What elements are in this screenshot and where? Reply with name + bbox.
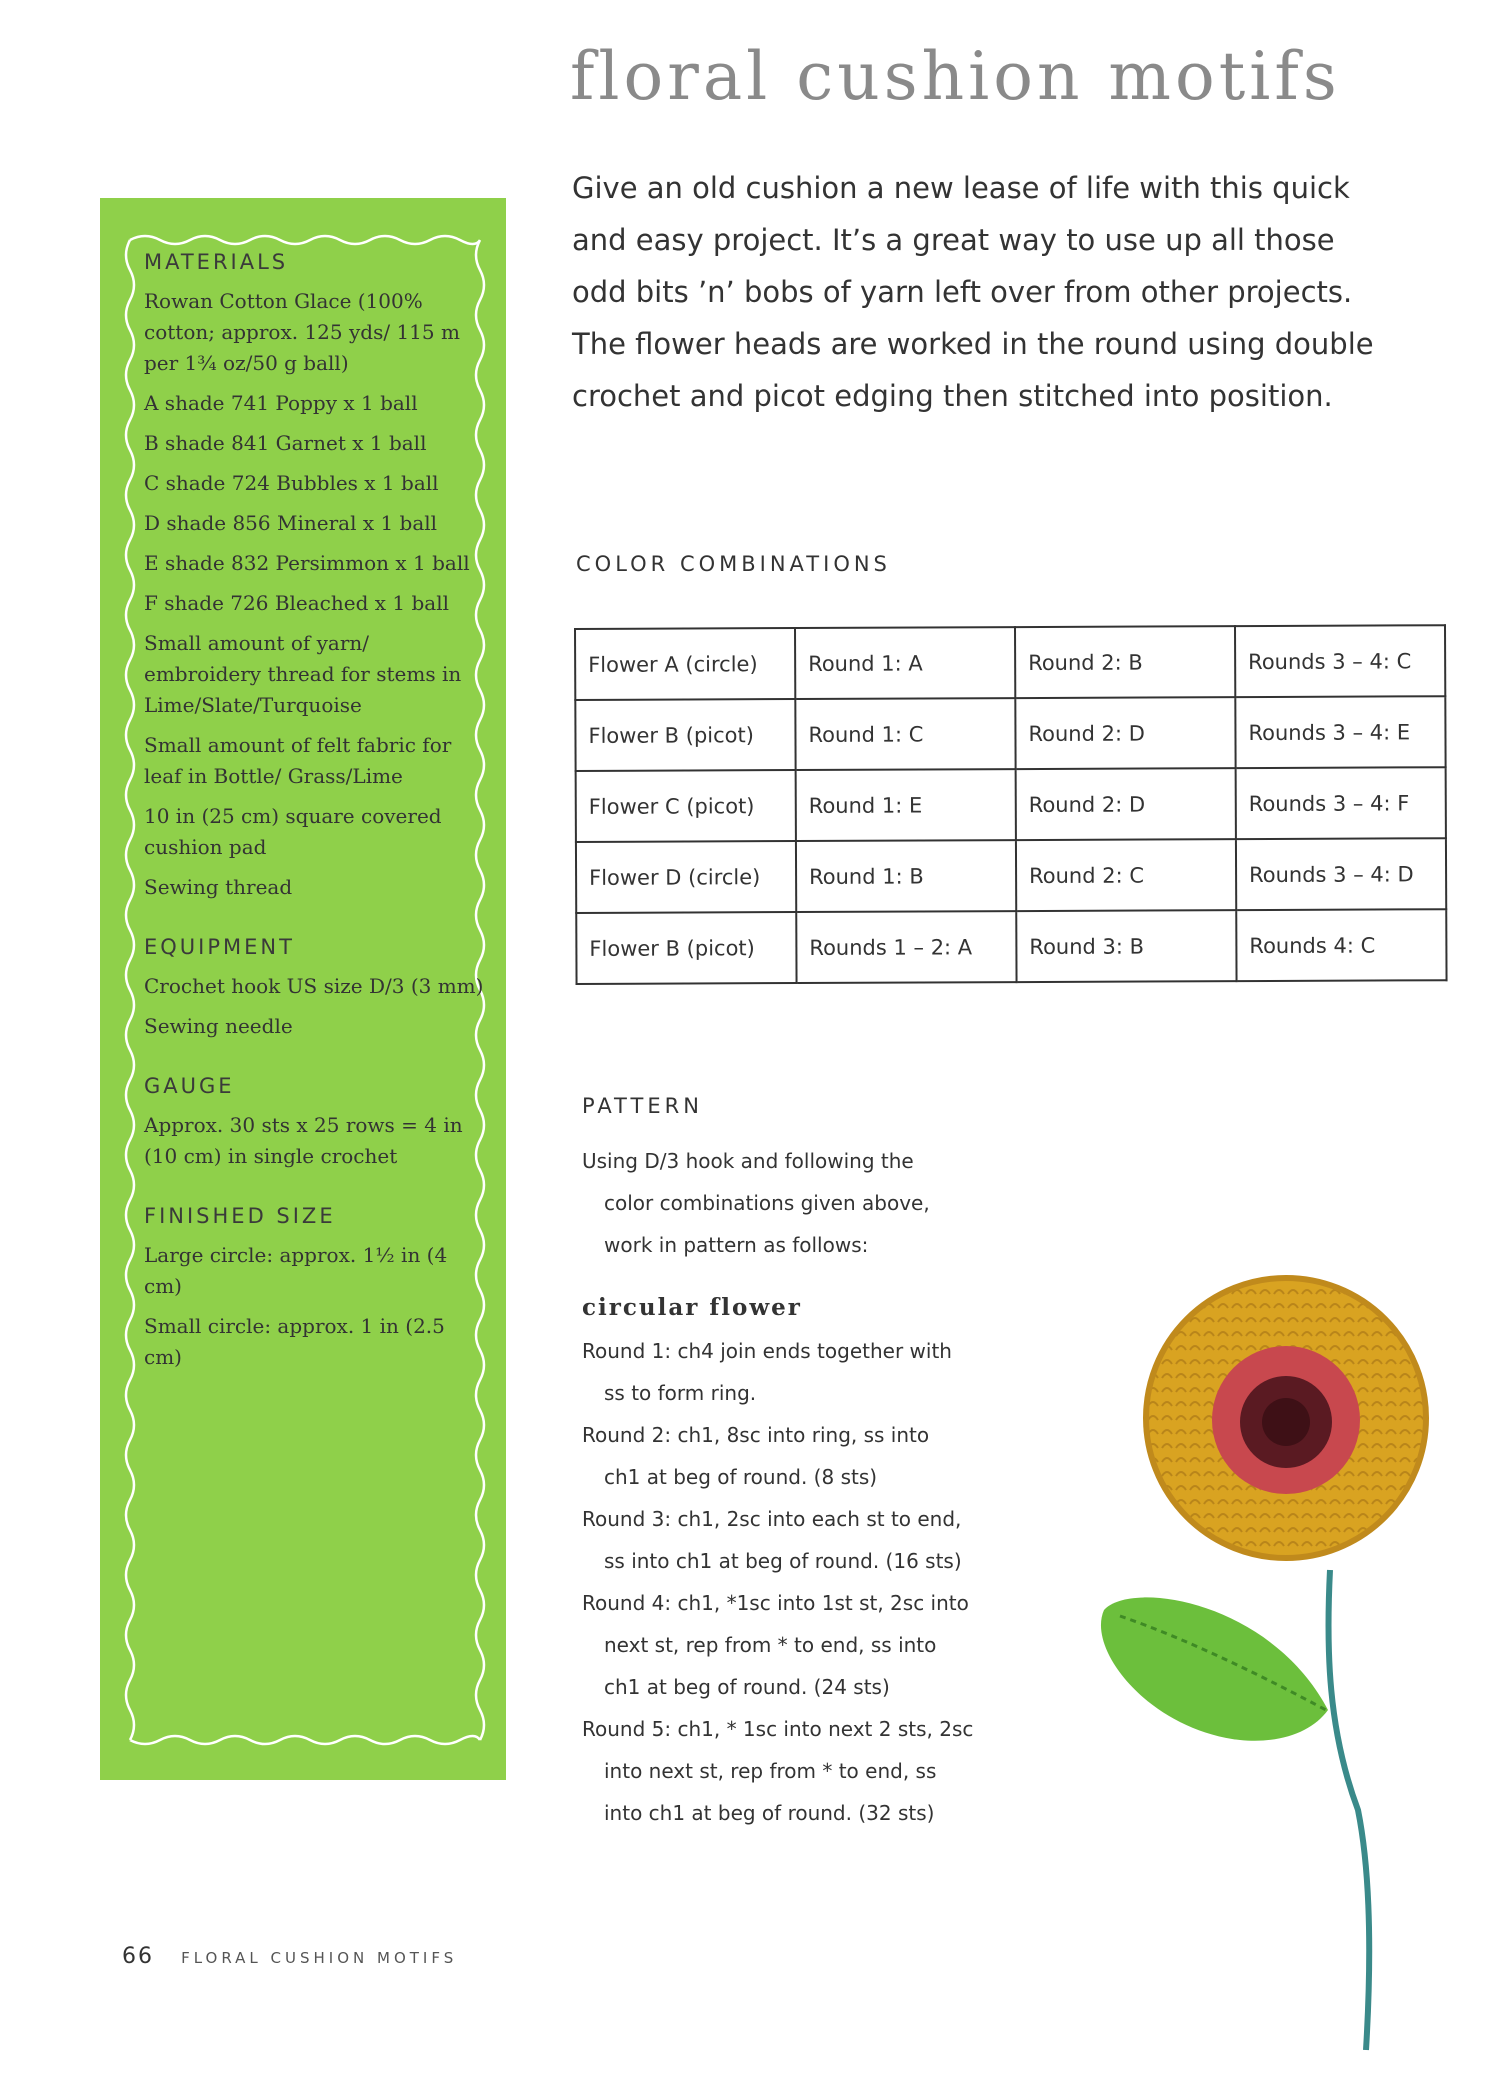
table-cell: Flower C (picot)	[576, 770, 796, 842]
material-item: B shade 841 Garnet x 1 ball	[144, 431, 427, 455]
table-cell: Round 1: E	[796, 769, 1016, 841]
page-title: floral cushion motifs	[570, 38, 1341, 115]
equipment-section	[144, 935, 489, 1042]
running-title: FLORAL CUSHION MOTIFS	[181, 1949, 458, 1967]
intro-line: Give an old cushion a new lease of life with this quick	[572, 171, 1350, 205]
intro-line: and easy project. It’s a great way to use up all those	[572, 223, 1335, 257]
page-number: 66	[122, 1944, 154, 1969]
pattern-step-line: Round 1: ch4 join ends together with	[582, 1339, 952, 1363]
pattern-step-line: ch1 at beg of round. (24 sts)	[604, 1675, 890, 1699]
table-row	[575, 625, 1445, 700]
table-cell: Rounds 3 – 4: C	[1235, 625, 1445, 697]
material-item: E shade 832 Persimmon x 1 ball	[144, 551, 470, 575]
table-row	[575, 696, 1445, 771]
table-cell: Round 2: B	[1015, 626, 1235, 698]
pattern-heading: PATTERN	[582, 1094, 703, 1118]
material-item: Sewing thread	[144, 875, 293, 899]
pattern-step-line: ss into ch1 at beg of round. (16 sts)	[604, 1549, 962, 1573]
stem	[1328, 1570, 1369, 2050]
gauge-heading: GAUGE	[144, 1074, 235, 1098]
intro-line: crochet and picot edging then stitched into position.	[572, 379, 1333, 413]
table-cell: Flower B (picot)	[576, 912, 796, 984]
pattern-intro-line: Using D/3 hook and following the	[582, 1149, 914, 1173]
table-cell: Round 2: D	[1015, 697, 1235, 769]
material-item: 10 in (25 cm) square covered cushion pad	[144, 804, 442, 859]
materials-heading: MATERIALS	[144, 250, 289, 274]
equipment-item: Crochet hook US size D/3 (3 mm)	[144, 974, 484, 998]
pattern-step-line: into ch1 at beg of round. (32 sts)	[604, 1801, 935, 1825]
material-item: F shade 726 Bleached x 1 ball	[144, 591, 449, 615]
equipment-heading: EQUIPMENT	[144, 935, 295, 959]
finished-size-section	[144, 1204, 489, 1373]
intro-line: odd bits ’n’ bobs of yarn left over from other projects.	[572, 275, 1353, 309]
material-item: Rowan Cotton Glace (100% cotton; approx. 125 yds/ 115 m per 1¾ oz/50 g ball)	[144, 289, 460, 375]
crochet-flower-illustration	[1090, 1270, 1450, 2060]
color-combinations-table	[574, 624, 1448, 985]
pattern-intro-line: color combinations given above,	[604, 1191, 930, 1215]
felt-leaf	[1101, 1597, 1328, 1740]
material-item: A shade 741 Poppy x 1 ball	[144, 391, 418, 415]
material-item: D shade 856 Mineral x 1 ball	[144, 511, 438, 535]
finished-size-item: Small circle: approx. 1 in (2.5 cm)	[144, 1314, 445, 1369]
pattern-step-line: Round 3: ch1, 2sc into each st to end,	[582, 1507, 962, 1531]
table-cell: Round 1: C	[795, 698, 1015, 770]
circular-flower-heading: circular flower	[582, 1294, 802, 1321]
table-cell: Round 3: B	[1016, 910, 1236, 982]
table-cell: Rounds 4: C	[1236, 909, 1446, 981]
intro-line: The flower heads are worked in the round using double	[572, 327, 1374, 361]
materials-panel	[100, 198, 506, 1780]
materials-section	[144, 250, 489, 903]
intro-paragraph	[572, 162, 1472, 422]
table-cell: Flower A (circle)	[575, 628, 795, 700]
material-item: Small amount of felt fabric for leaf in Bottle/ Grass/Lime	[144, 733, 452, 788]
pattern-step-line: Round 4: ch1, *1sc into 1st st, 2sc into	[582, 1591, 969, 1615]
gauge-item: Approx. 30 sts x 25 rows = 4 in (10 cm) in single crochet	[144, 1113, 463, 1168]
table-cell: Flower B (picot)	[575, 699, 795, 771]
equipment-item: Sewing needle	[144, 1014, 293, 1038]
pattern-step-line: ss to form ring.	[604, 1381, 757, 1405]
table-row	[576, 767, 1446, 842]
pattern-step-line: Round 5: ch1, * 1sc into next 2 sts, 2sc	[582, 1717, 974, 1741]
table-cell: Rounds 1 – 2: A	[796, 911, 1016, 983]
table-cell: Rounds 3 – 4: F	[1236, 767, 1446, 839]
table-cell: Round 2: D	[1016, 768, 1236, 840]
pattern-intro-line: work in pattern as follows:	[604, 1233, 869, 1257]
table-row	[576, 838, 1446, 913]
pattern-instructions	[582, 1140, 1022, 1834]
finished-size-item: Large circle: approx. 1½ in (4 cm)	[144, 1243, 448, 1298]
color-combinations-heading: COLOR COMBINATIONS	[576, 552, 891, 576]
material-item: Small amount of yarn/ embroidery thread for stems in Lime/Slate/Turquoise	[144, 631, 462, 717]
table-cell: Flower D (circle)	[576, 841, 796, 913]
page-footer	[122, 1944, 457, 1969]
table-cell: Round 1: A	[795, 627, 1015, 699]
pattern-step-line: ch1 at beg of round. (8 sts)	[604, 1465, 878, 1489]
gauge-section	[144, 1074, 489, 1172]
table-cell: Rounds 3 – 4: E	[1235, 696, 1445, 768]
table-cell: Rounds 3 – 4: D	[1236, 838, 1446, 910]
pattern-step-line: into next st, rep from * to end, ss	[604, 1759, 937, 1783]
material-item: C shade 724 Bubbles x 1 ball	[144, 471, 439, 495]
pattern-step-line: Round 2: ch1, 8sc into ring, ss into	[582, 1423, 930, 1447]
finished-size-heading: FINISHED SIZE	[144, 1204, 336, 1228]
table-cell: Round 1: B	[796, 840, 1016, 912]
pattern-step-line: next st, rep from * to end, ss into	[604, 1633, 937, 1657]
table-row	[576, 909, 1446, 984]
table-cell: Round 2: C	[1016, 839, 1236, 911]
